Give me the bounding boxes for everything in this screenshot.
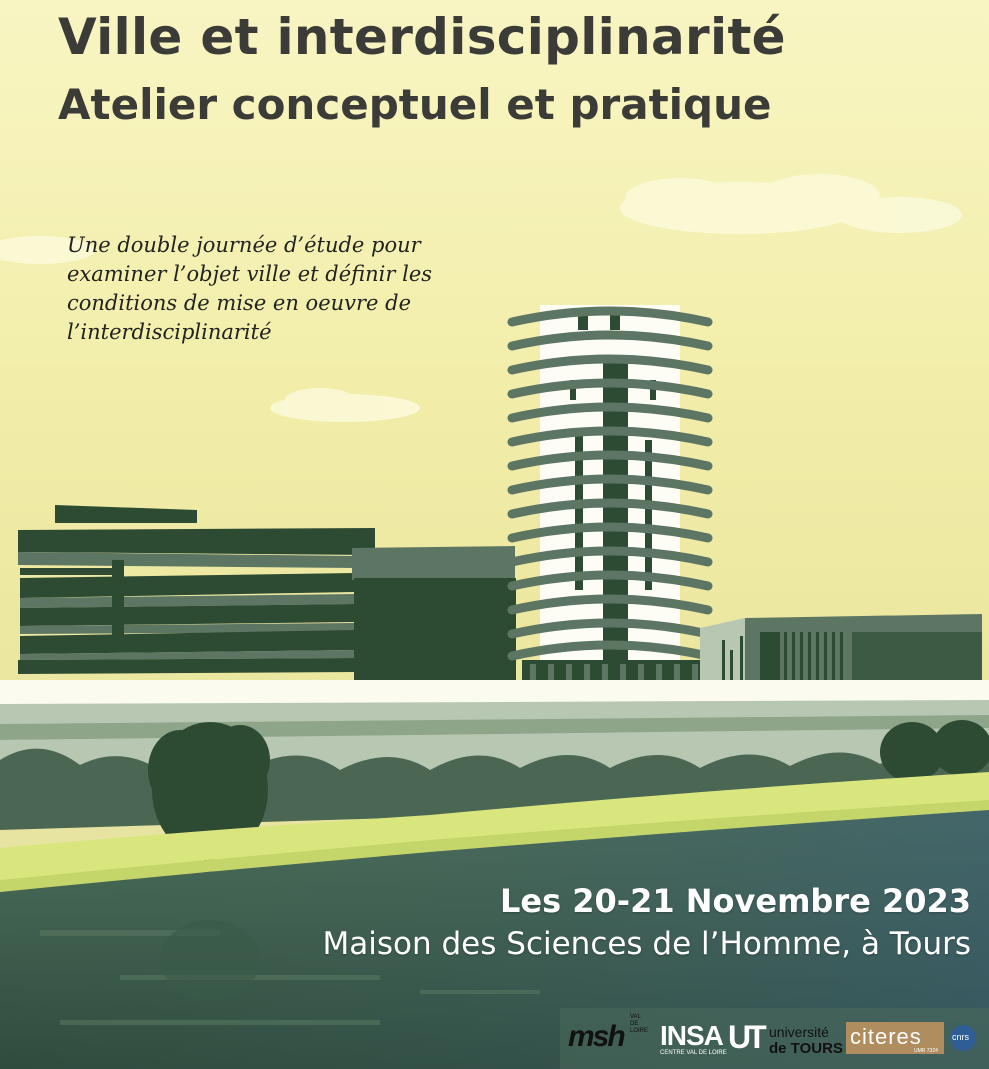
partner-logos xyxy=(568,1014,978,1062)
universite-tours-line2: de TOURS xyxy=(769,1040,843,1057)
event-date: Les 20-21 Novembre 2023 xyxy=(499,882,971,920)
universite-tours-line1: université xyxy=(769,1024,829,1040)
poster-title: Ville et interdisciplinarité xyxy=(58,8,786,66)
intro-text xyxy=(67,231,497,347)
cloud-mid xyxy=(270,388,420,422)
round-tower xyxy=(512,305,708,690)
building-left xyxy=(18,505,375,674)
intro-line: examiner l’objet ville et définir les xyxy=(67,262,433,286)
universite-tours-mark: UT xyxy=(728,1019,763,1055)
citeres-umr: UMR 7324 xyxy=(914,1048,938,1054)
insa-logo: INSA xyxy=(660,1020,723,1051)
citeres-logo: citeres xyxy=(850,1024,922,1049)
intro-line: Une double journée d’étude pour xyxy=(67,233,421,257)
insa-logo-subtitle: CENTRE VAL DE LOIRE xyxy=(660,1050,727,1056)
intro-line: conditions de mise en oeuvre de xyxy=(67,291,412,315)
cloud-right xyxy=(620,174,962,234)
msh-logo: msh xyxy=(568,1020,624,1053)
event-venue: Maison des Sciences de l’Homme, à Tours xyxy=(322,926,971,962)
cnrs-logo: cnrs xyxy=(952,1032,970,1042)
poster-subtitle: Atelier conceptuel et pratique xyxy=(58,80,772,129)
msh-logo-tag: VAL DE LOIRE xyxy=(630,1014,649,1034)
intro-line: l’interdisciplinarité xyxy=(67,320,272,344)
